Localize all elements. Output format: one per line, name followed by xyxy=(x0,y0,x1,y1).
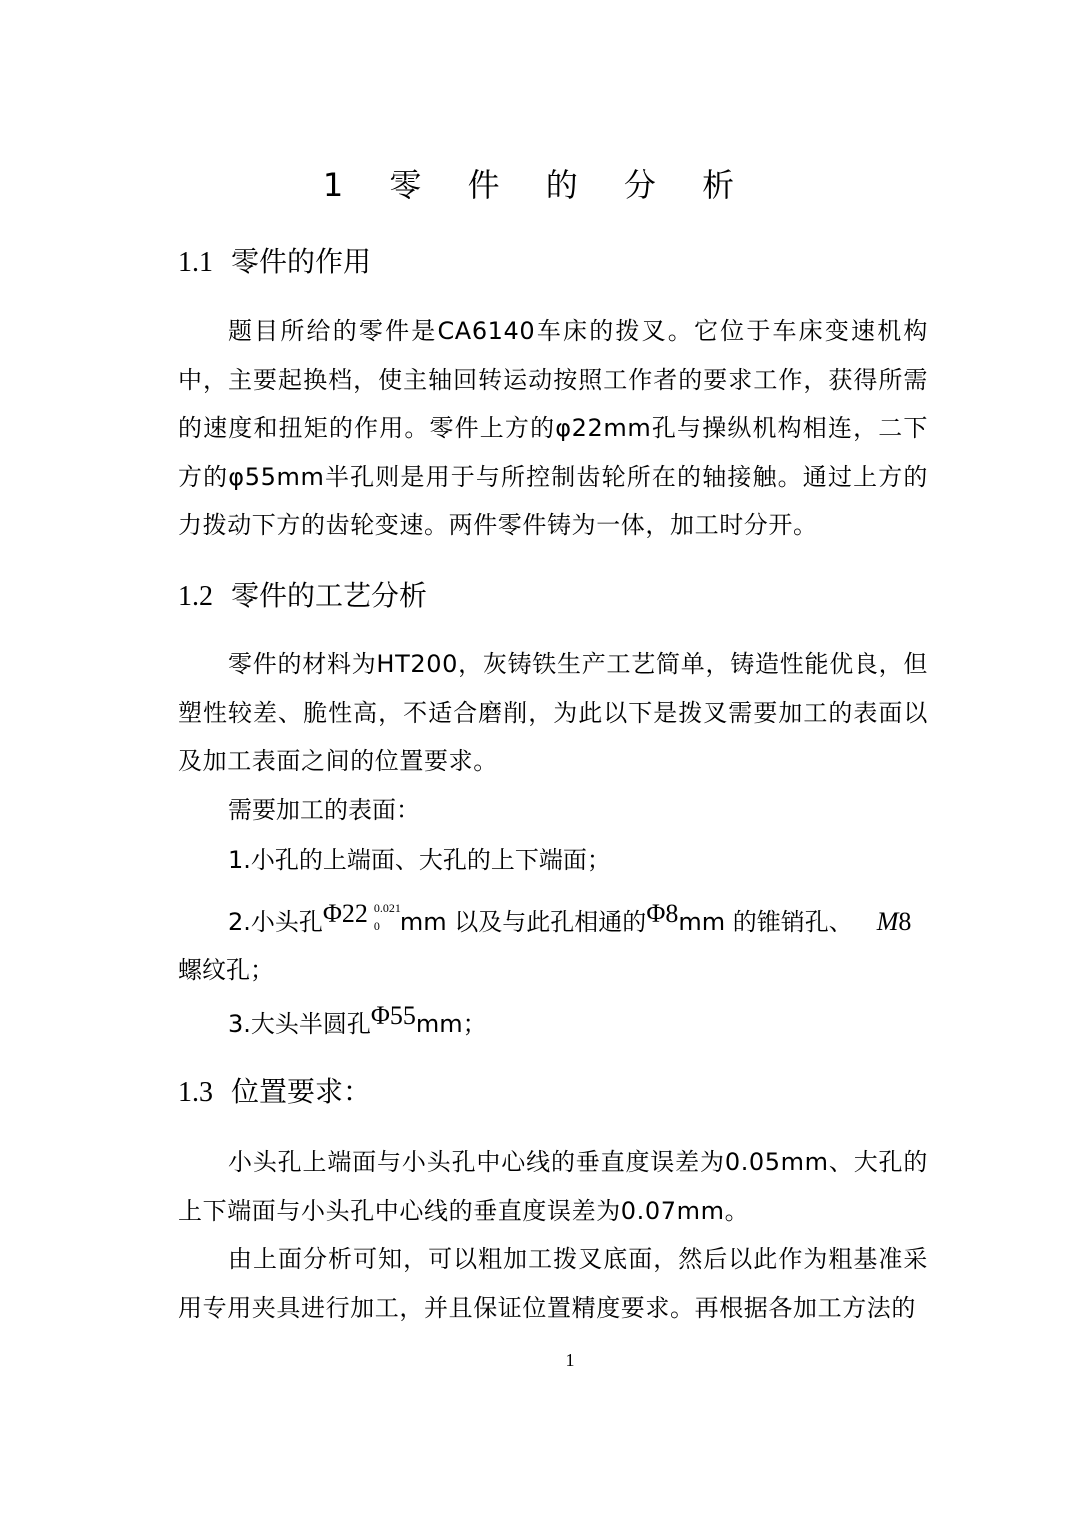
list-item-2-mid2: mm 的锥销孔、 xyxy=(678,908,853,936)
phi55-symbol: Φ55 xyxy=(370,1001,416,1030)
section-1-3-paragraph-1: 小头孔上端面与小头孔中心线的垂直度误差为0.05mm、大孔的上下端面与小头孔中心线的垂直度误差为0.07mm。 xyxy=(178,1148,928,1225)
section-1-1-paragraph: 题目所给的零件是CA6140车床的拨叉。它位于车床变速机构中，主要起换档，使主轴回转运动按照工作者的要求工作，获得所需的速度和扭矩的作用。零件上方的φ22mm孔与操纵机构相连，二下方的φ55mm半孔则是用于与所控制齿轮所在的轴接触。通过上方的力拨动下方的齿轮变速。两件零件铸为一体，加工时分开。 xyxy=(178,317,928,539)
section-number: 1.3 xyxy=(178,1077,213,1108)
tolerance-upper: 0.021 xyxy=(373,901,401,915)
section-1-3-paragraph-2: 由上面分析可知，可以粗加工拨叉底面，然后以此作为粗基准采用专用夹具进行加工，并且保证位置精度要求。再根据各加工方法的 xyxy=(178,1245,928,1322)
tolerance xyxy=(368,898,401,933)
section-heading-1-1 xyxy=(178,240,371,280)
list-item-3-prefix: 3.大头半圆孔 xyxy=(228,1010,371,1038)
section-number: 1.2 xyxy=(178,581,213,612)
chapter-title: 1 零 件 的 分 析 xyxy=(322,166,753,204)
section-heading-1-2 xyxy=(178,574,427,614)
page-number: 1 xyxy=(565,1350,575,1370)
list-item-3 xyxy=(228,1000,487,1048)
m8-letter: M xyxy=(876,907,899,936)
section-title: 零件的作用 xyxy=(231,245,372,278)
list-item-2-prefix: 2.小头孔 xyxy=(228,908,323,936)
list-item-2-mid: mm 以及与此孔相通的 xyxy=(399,908,647,936)
section-number: 1.1 xyxy=(178,247,213,278)
m8-number: 8 xyxy=(898,907,912,936)
phi22-symbol: Φ22 xyxy=(322,899,368,928)
section-heading-1-3 xyxy=(178,1070,371,1110)
list-item-1: 1.小孔的上端面、大孔的上下端面； xyxy=(228,846,611,874)
list-heading: 需要加工的表面： xyxy=(228,796,420,824)
section-1-2-paragraph: 零件的材料为HT200，灰铸铁生产工艺简单，铸造性能优良，但塑性较差、脆性高，不适合磨削，为此以下是拨叉需要加工的表面以及加工表面之间的位置要求。 xyxy=(178,650,928,775)
list-item-2 xyxy=(228,898,911,946)
phi8-symbol: Φ8 xyxy=(646,899,679,928)
section-title: 零件的工艺分析 xyxy=(231,579,428,612)
list-item-2-wrap: 螺纹孔； xyxy=(178,956,274,984)
tolerance-lower: 0 xyxy=(373,919,380,933)
section-title: 位置要求： xyxy=(231,1075,372,1108)
list-item-3-suffix: mm； xyxy=(415,1010,487,1038)
